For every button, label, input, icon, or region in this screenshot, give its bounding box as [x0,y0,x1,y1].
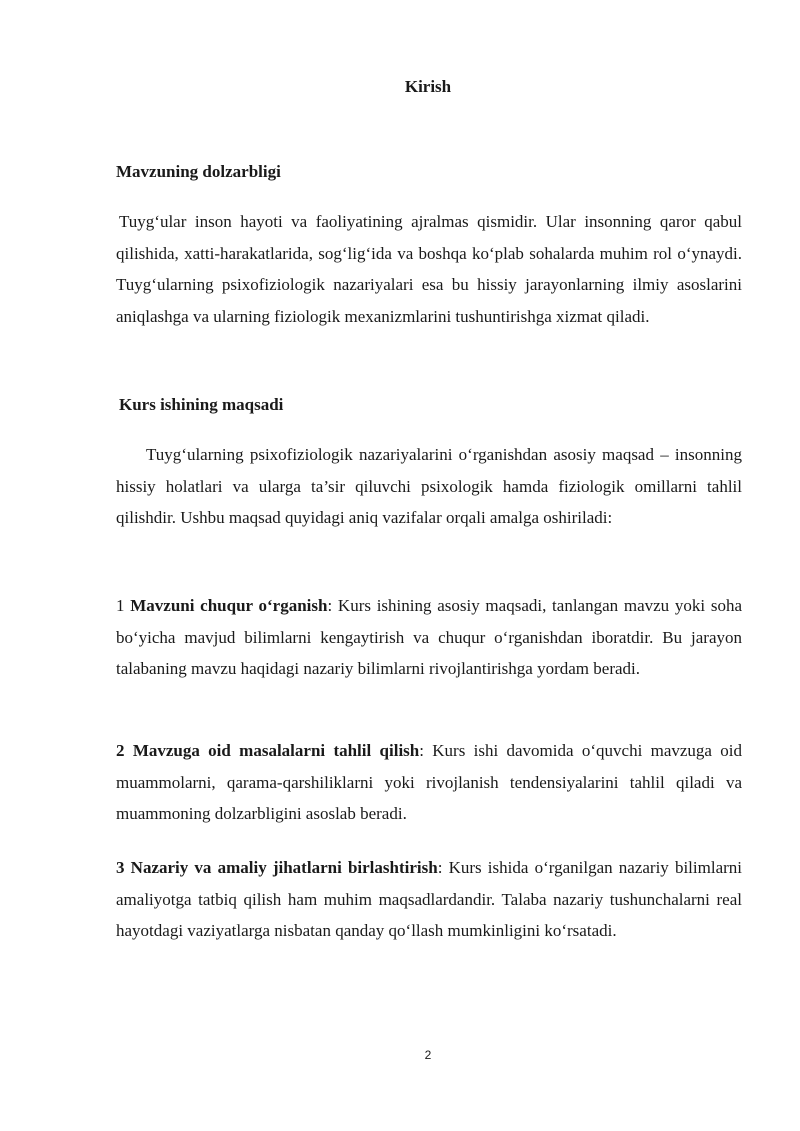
section-heading-relevance: Mavzuning dolzarbligi [116,162,281,181]
list-item-text: : Kurs ishi davomida o‘quvchi mavzuga oid muammolarni, qarama-qarshiliklarni yoki rivojlanish tendensiyalarini tahlil qiladi va muammoning dolzarbligini asoslab beradi. [116,741,743,823]
list-item-number: 1 [116,596,125,615]
list-item-1 [116,590,742,685]
page-title: Kirish [404,77,452,96]
list-item-3 [116,852,742,947]
list-item-2 [116,735,742,830]
list-item-number: 2 [116,741,125,760]
page-number: 2 [424,1048,432,1062]
list-item-text: : Kurs ishida o‘rganilgan nazariy bilimlarni amaliyotga tatbiq qilish ham muhim maqsadlardandir. Talaba nazariy tushunchalarni real hayotdagi vaziyatlarga nisbatan qanday qo‘llash mumkinligini ko‘rsatadi. [116,858,743,940]
paragraph-relevance: Tuyg‘ular inson hayoti va faoliyatining ajralmas qismidir. Ular insonning qaror qabul qilishida, xatti-harakatlarida, sog‘lig‘ida va boshqa ko‘plab sohalarda muhim rol o‘ynaydi. Tuyg‘ularning psixofiziologik nazariyalari esa bu hissiy jarayonlarning ilmiy asoslarini aniqlashga va ularning fiziologik mexanizmlarini tushuntirishga xizmat qiladi. [116,212,742,326]
paragraph-goal: Tuyg‘ularning psixofiziologik nazariyalarini o‘rganishdan asosiy maqsad – insonning hissiy holatlari va ularga ta’sir qiluvchi psixologik hamda fiziologik omillarni tahlil qilishdir. Ushbu maqsad quyidagi aniq vazifalar orqali amalga oshiriladi: [116,445,742,527]
list-item-title: Nazariy va amaliy jihatlarni birlashtirish [130,858,438,877]
section-heading-goal: Kurs ishining maqsadi [119,395,284,414]
list-item-title: Mavzuni chuqur o‘rganish [130,596,328,615]
list-item-title: Mavzuga oid masalalarni tahlil qilish [132,741,420,760]
list-item-number: 3 [116,858,125,877]
list-item-text: : Kurs ishining asosiy maqsadi, tanlangan mavzu yoki soha bo‘yicha mavjud bilimlarni kengaytirish va chuqur o‘rganishdan iboratdir. Bu jarayon talabaning mavzu haqidagi nazariy bilimlarni rivojlantirishga yordam beradi. [116,596,743,678]
